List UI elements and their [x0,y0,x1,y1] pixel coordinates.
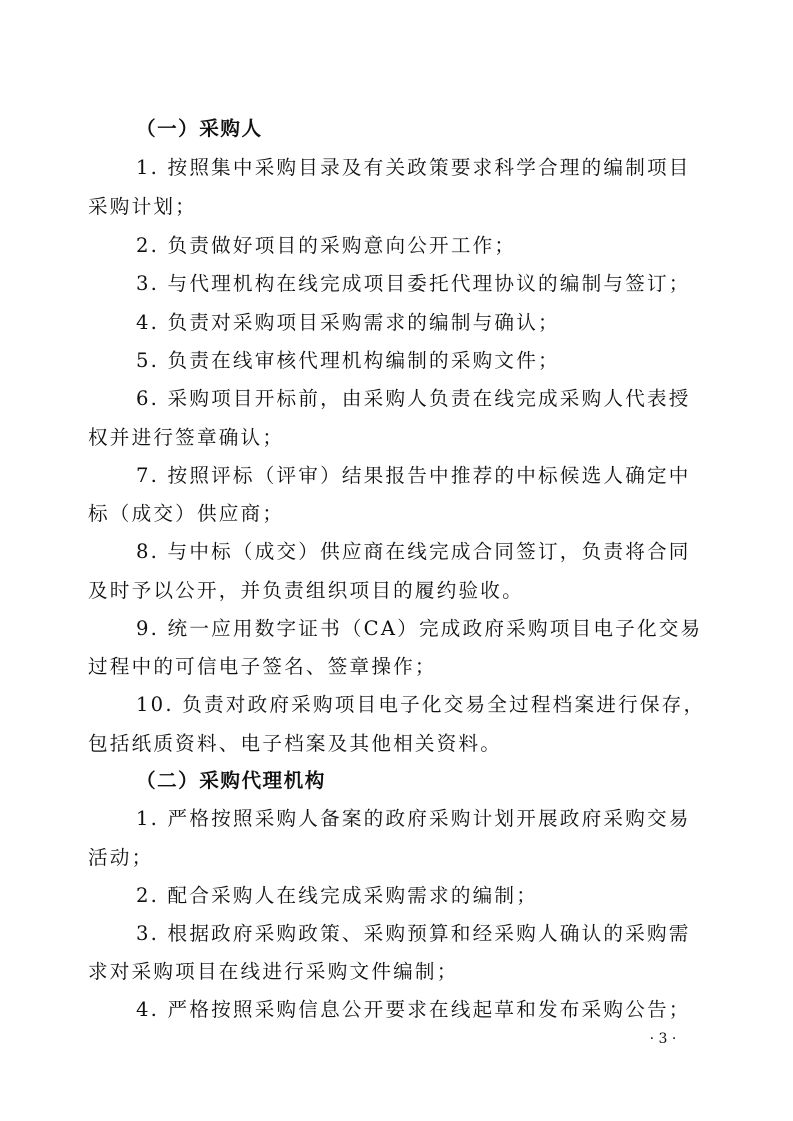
section-heading-agency: （二）采购代理机构 [136,769,326,792]
list-item-line: 1. 按照集中采购目录及有关政策要求科学合理的编制项目 [136,156,691,179]
list-item-line: 4. 严格按照采购信息公开要求在线起草和发布采购公告； [136,998,691,1021]
list-item-line: 1. 严格按照采购人备案的政府采购计划开展政府采购交易 [136,807,691,830]
list-item-line: 5. 负责在线审核代理机构编制的采购文件； [136,349,560,372]
list-item-line: 2. 负责做好项目的采购意向公开工作； [136,234,517,257]
list-item-line: 标（成交）供应商； [88,502,285,525]
list-item-line: 6. 采购项目开标前，由采购人负责在线完成采购人代表授 [136,387,691,410]
list-item-line: 10. 负责对政府采购项目电子化交易全过程档案进行保存， [136,693,706,716]
list-item-line: 2. 配合采购人在线完成采购需求的编制； [136,884,539,907]
list-item-line: 权并进行签章确认； [88,426,285,449]
list-item-line: 活动； [88,846,154,869]
list-item-line: 采购计划； [88,195,197,218]
list-item-line: 过程中的可信电子签名、签章操作； [88,655,437,678]
list-item-line: 7. 按照评标（评审）结果报告中推荐的中标候选人确定中 [136,464,691,487]
list-item-line: 包括纸质资料、电子档案及其他相关资料。 [88,732,503,755]
list-item-line: 求对采购项目在线进行采购文件编制； [88,960,459,983]
list-item-line: 3. 根据政府采购政策、采购预算和经采购人确认的采购需 [136,922,691,945]
list-item-line: 及时予以公开，并负责组织项目的履约验收。 [88,579,524,602]
list-item-line: 8. 与中标（成交）供应商在线完成合同签订，负责将合同 [136,540,691,563]
section-heading-purchaser: （一）采购人 [136,117,263,140]
page-number: · 3 · [649,1031,677,1047]
list-item-line: 9. 统一应用数字证书（CA）完成政府采购项目电子化交易 [136,617,703,640]
list-item-line: 4. 负责对采购项目采购需求的编制与确认； [136,311,560,334]
list-item-line: 3. 与代理机构在线完成项目委托代理协议的编制与签订； [136,272,691,295]
